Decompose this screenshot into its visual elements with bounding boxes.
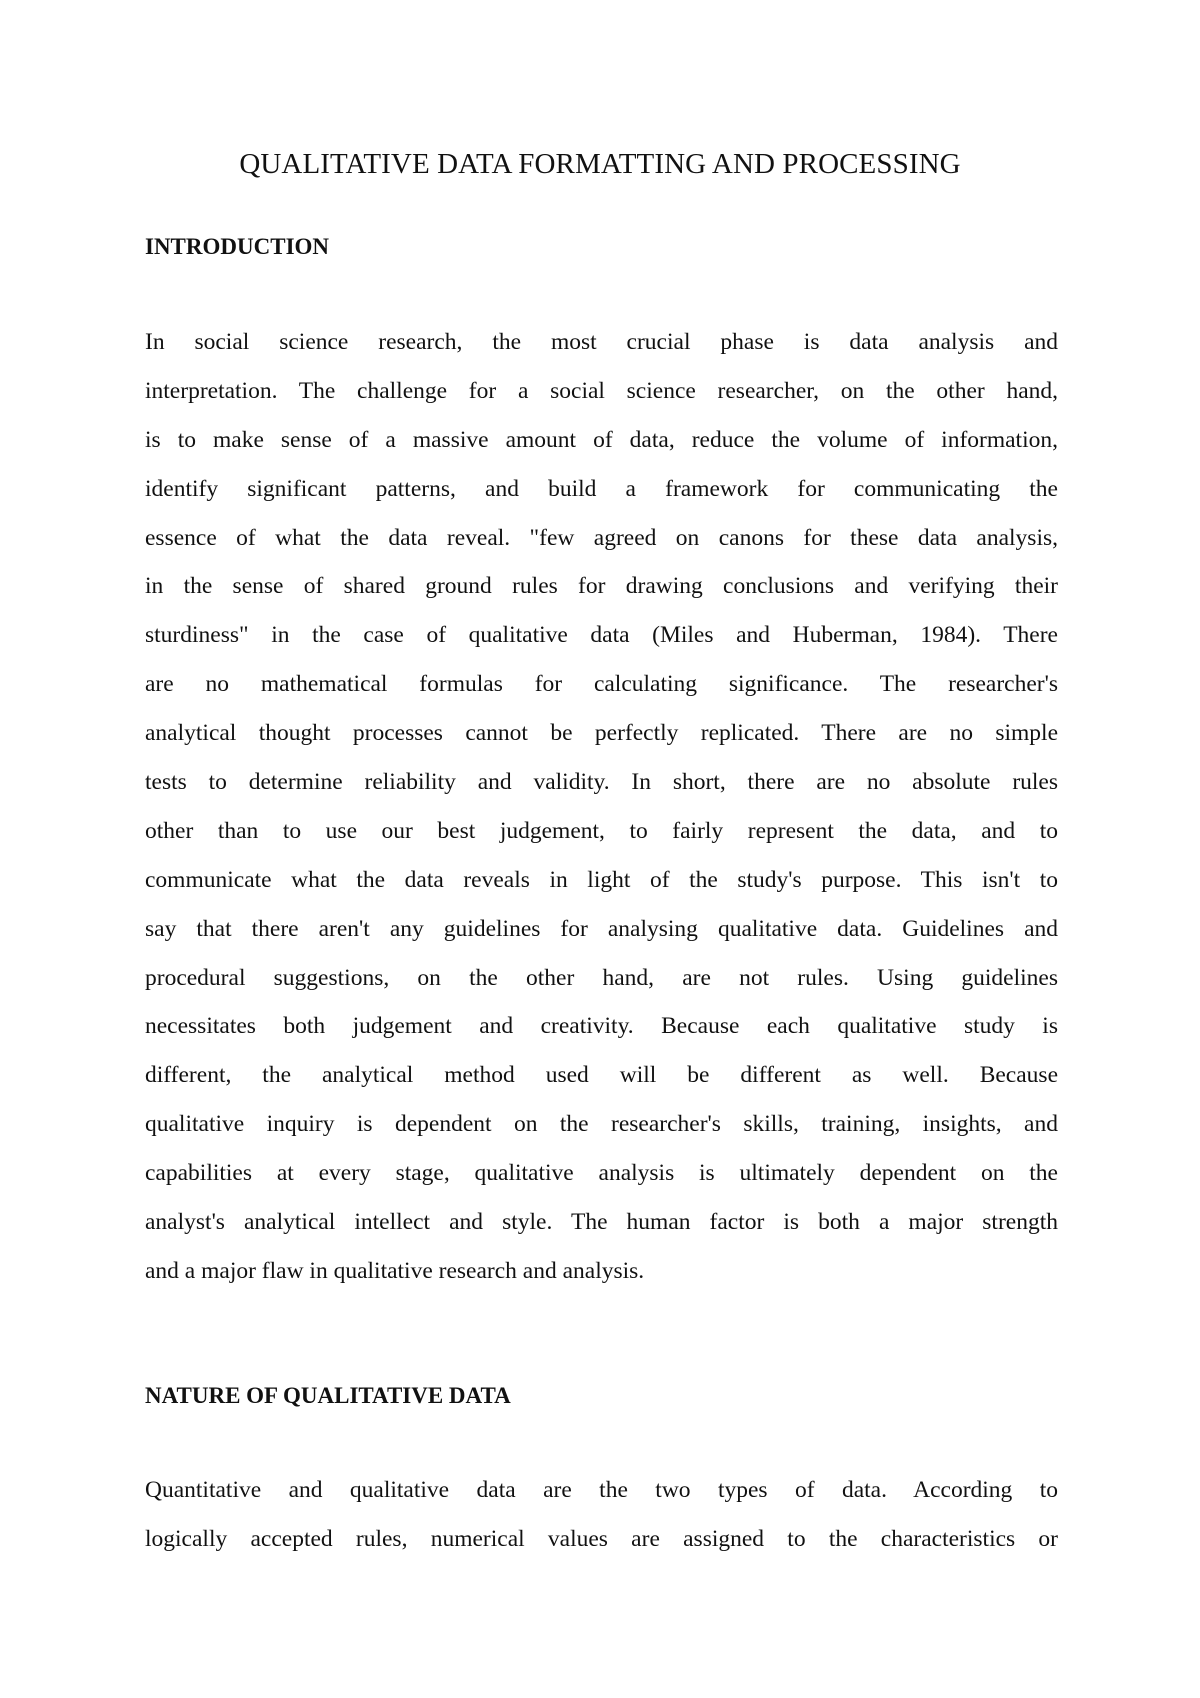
nature-paragraph bbox=[145, 1466, 1058, 1564]
paragraph-line: interpretation. The challenge for a social science researcher, on the other hand, bbox=[145, 377, 1058, 404]
paragraph-line: communicate what the data reveals in light of the study's purpose. This isn't to bbox=[145, 866, 1058, 893]
paragraph-line: tests to determine reliability and validity. In short, there are no absolute rules bbox=[145, 769, 1058, 796]
paragraph-line: and a major flaw in qualitative research and analysis. bbox=[145, 1257, 645, 1284]
paragraph-line: essence of what the data reveal. "few agreed on canons for these data analysis, bbox=[145, 524, 1058, 551]
paragraph-line: capabilities at every stage, qualitative analysis is ultimately dependent on the bbox=[145, 1160, 1058, 1187]
paragraph-line: Quantitative and qualitative data are the two types of data. According to bbox=[145, 1477, 1058, 1503]
paragraph-line: is to make sense of a massive amount of data, reduce the volume of information, bbox=[145, 426, 1058, 453]
paragraph-line: in the sense of shared ground rules for drawing conclusions and verifying their bbox=[145, 573, 1058, 600]
paragraph-line: analyst's analytical intellect and style. The human factor is both a major strength bbox=[145, 1209, 1058, 1236]
paragraph-line: different, the analytical method used will be different as well. Because bbox=[145, 1062, 1058, 1089]
paragraph-line: identify significant patterns, and build a framework for communicating the bbox=[145, 475, 1058, 502]
paragraph-line: sturdiness" in the case of qualitative data (Miles and Huberman, 1984). There bbox=[145, 622, 1058, 649]
paragraph-line: qualitative inquiry is dependent on the researcher's skills, training, insights, and bbox=[145, 1111, 1058, 1138]
paragraph-line: necessitates both judgement and creativity. Because each qualitative study is bbox=[145, 1013, 1058, 1040]
paragraph-line: procedural suggestions, on the other hand, are not rules. Using guidelines bbox=[145, 964, 1058, 991]
paragraph-line: logically accepted rules, numerical values are assigned to the characteristics or bbox=[145, 1525, 1058, 1552]
paragraph-line: other than to use our best judgement, to fairly represent the data, and to bbox=[145, 817, 1058, 844]
paragraph-line: say that there aren't any guidelines for analysing qualitative data. Guidelines and bbox=[145, 915, 1058, 942]
paragraph-line: In social science research, the most crucial phase is data analysis and bbox=[145, 329, 1058, 355]
document-title: QUALITATIVE DATA FORMATTING AND PROCESSING bbox=[239, 148, 961, 180]
introduction-paragraph bbox=[145, 318, 1058, 1296]
section-heading-introduction: INTRODUCTION bbox=[145, 234, 330, 259]
section-heading-nature-of-qualitative-data: NATURE OF QUALITATIVE DATA bbox=[145, 1383, 511, 1408]
paragraph-line: are no mathematical formulas for calculating significance. The researcher's bbox=[145, 671, 1058, 698]
paragraph-line: analytical thought processes cannot be perfectly replicated. There are no simple bbox=[145, 720, 1058, 747]
